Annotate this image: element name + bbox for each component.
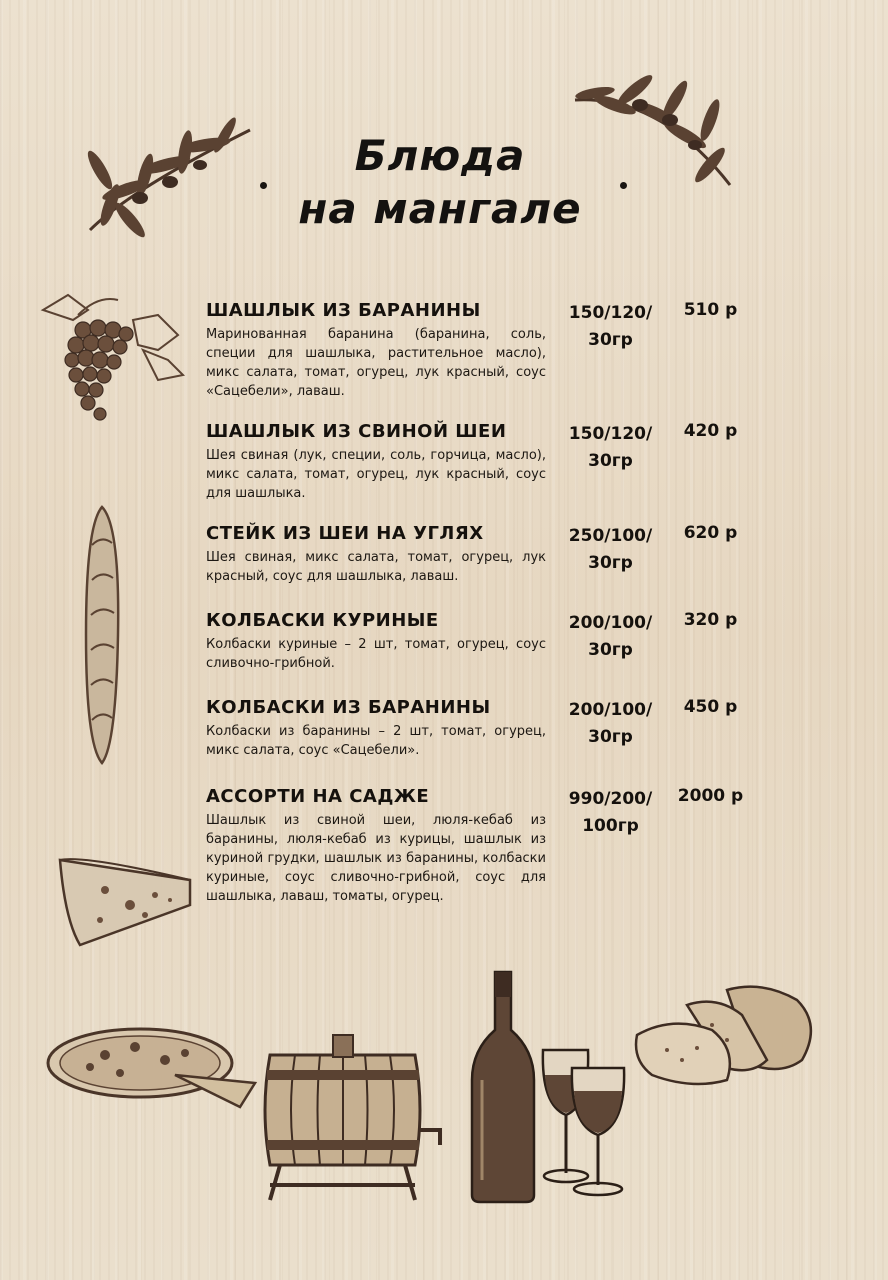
title-line-1: Блюда	[354, 131, 526, 180]
weight-line-1: 150/120/	[568, 424, 653, 444]
item-price: 620 р	[683, 523, 738, 543]
weight-line-1: 200/100/	[568, 700, 653, 720]
olive-branch-icon	[70, 110, 260, 250]
item-description: Колбаски из баранины – 2 шт, томат, огурец, микс салата, соус «Сацебели».	[206, 724, 546, 758]
item-description: Шея свиная, микс салата, томат, огурец, лук красный, соус для шашлыка, лаваш.	[206, 550, 546, 584]
weight-line-2: 30гр	[588, 727, 633, 747]
baguette-icon	[80, 505, 125, 765]
grapes-icon	[38, 290, 188, 430]
title-line-2: на мангале	[298, 183, 582, 233]
weight-line-2: 30гр	[588, 553, 633, 573]
item-name: КОЛБАСКИ ИЗ БАРАНИНЫ	[206, 697, 491, 718]
weight-line-2: 100гр	[582, 816, 639, 836]
item-weight	[558, 697, 663, 751]
weight-line-1: 150/120/	[568, 303, 653, 323]
item-weight	[558, 610, 663, 664]
item-name: АССОРТИ НА САДЖЕ	[206, 786, 430, 807]
cheese-icon	[55, 850, 195, 950]
item-description: Маринованная баранина (баранина, соль, специи для шашлыка, растительное масло), микс салата, томат, огурец, лук красный, соус «Сацебели», лаваш.	[206, 327, 546, 399]
item-description: Шея свиная (лук, специи, соль, горчица, масло), микс салата, томат, огурец, лук красный, соус для шашлыка.	[206, 448, 546, 501]
item-price: 450 р	[683, 697, 738, 717]
item-name: КОЛБАСКИ КУРИНЫЕ	[206, 610, 439, 631]
item-price: 320 р	[683, 610, 738, 630]
item-price: 2000 р	[677, 786, 744, 806]
weight-line-1: 250/100/	[568, 526, 653, 546]
item-name: СТЕЙК ИЗ ШЕИ НА УГЛЯХ	[206, 523, 484, 544]
wine-bottle-icon	[468, 970, 538, 1205]
weight-line-2: 30гр	[588, 451, 633, 471]
item-name: ШАШЛЫК ИЗ БАРАНИНЫ	[206, 300, 481, 321]
weight-line-2: 30гр	[588, 640, 633, 660]
decorative-dot	[620, 182, 627, 189]
weight-line-2: 30гр	[588, 330, 633, 350]
page-title	[240, 130, 640, 235]
item-weight	[558, 300, 663, 354]
item-weight	[558, 523, 663, 577]
item-weight	[558, 786, 663, 840]
barrel-icon	[255, 1035, 455, 1205]
pizza-icon	[45, 1025, 260, 1110]
bread-icon	[632, 980, 817, 1090]
weight-line-1: 990/200/	[568, 789, 653, 809]
wine-glass-icon	[568, 1063, 628, 1198]
decorative-dot	[260, 182, 267, 189]
item-description: Шашлык из свиной шеи, люля-кебаб из баранины, люля-кебаб из курицы, шашлык из куриной грудки, шашлык из баранины, колбаски куриные, соус сливочно-грибной, соус для шашлыка, лаваш, томаты, огурец.	[206, 813, 546, 904]
item-price: 420 р	[683, 421, 738, 441]
weight-line-1: 200/100/	[568, 613, 653, 633]
item-description: Колбаски куриные – 2 шт, томат, огурец, соус сливочно-грибной.	[206, 637, 546, 671]
item-name: ШАШЛЫК ИЗ СВИНОЙ ШЕИ	[206, 421, 507, 442]
item-weight	[558, 421, 663, 475]
item-price: 510 р	[683, 300, 738, 320]
